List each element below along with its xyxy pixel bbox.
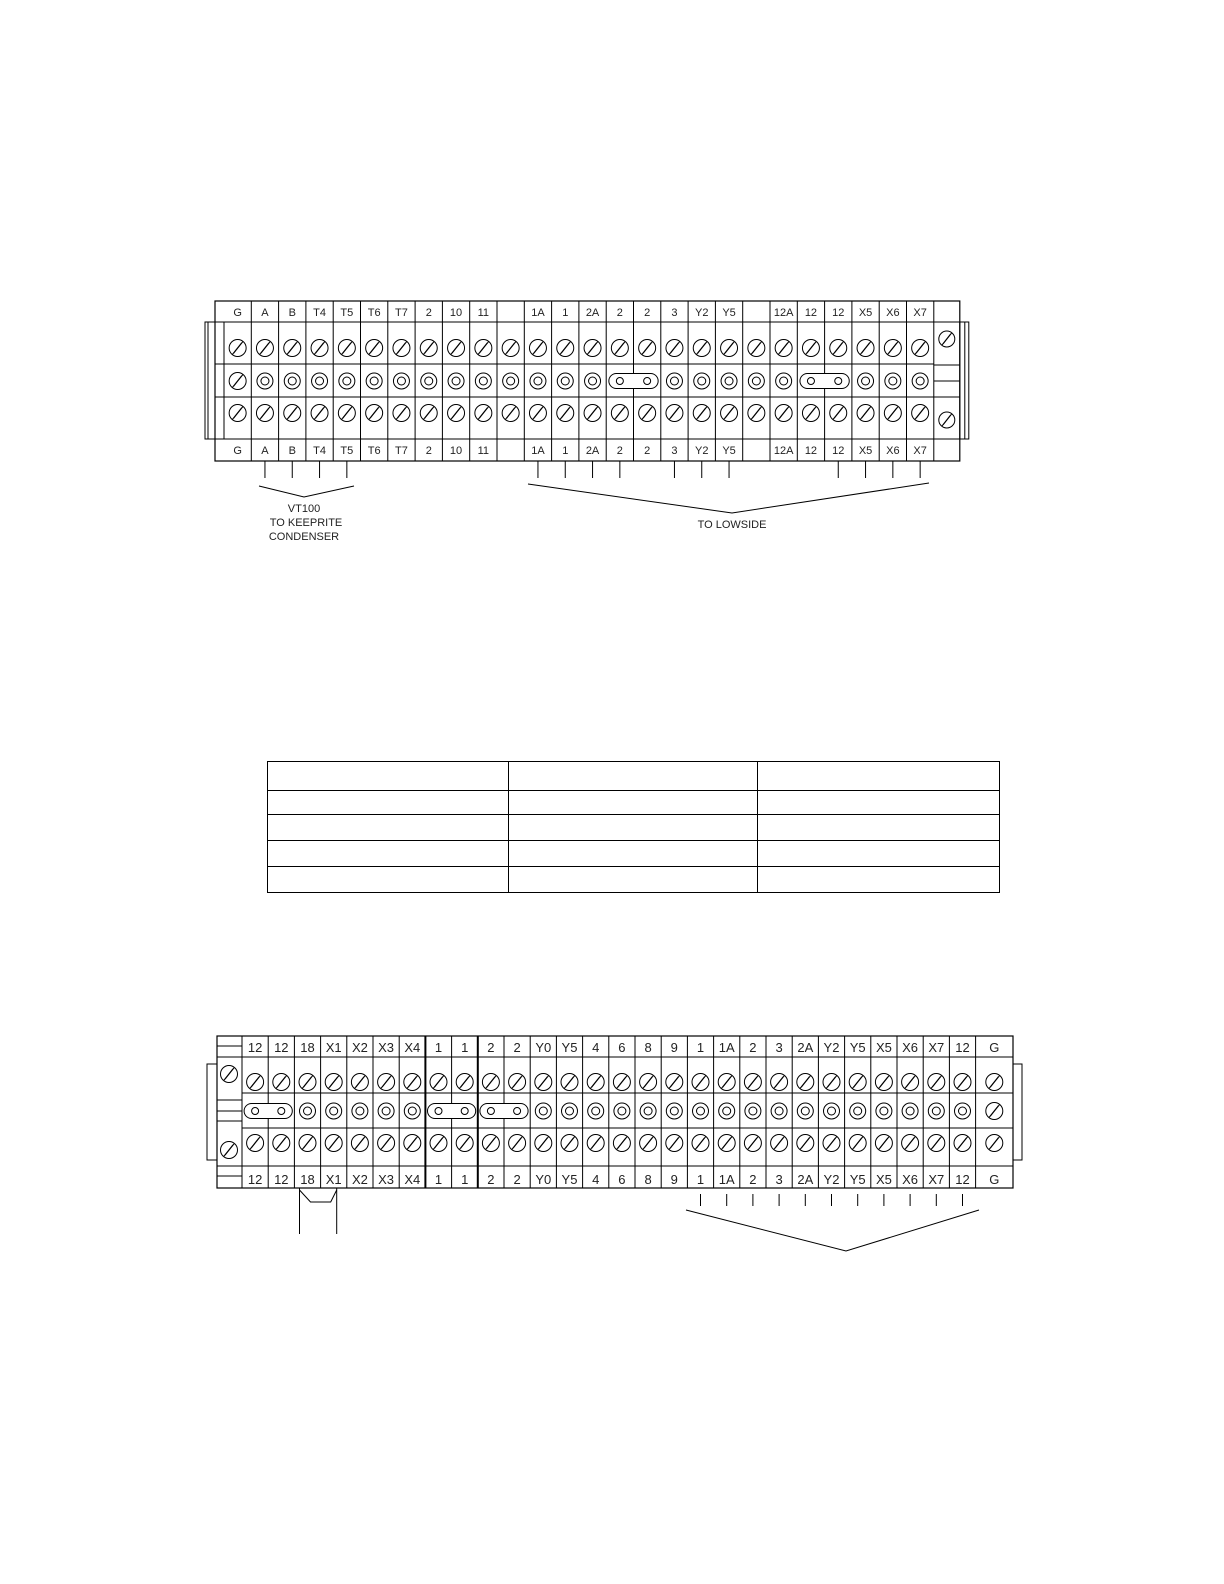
socket-inner: [592, 1107, 600, 1115]
socket-inner: [725, 377, 733, 385]
terminal-label-bottom: Y2: [695, 445, 709, 457]
jumper-pin: [461, 1108, 468, 1115]
terminal-label-top: 12: [274, 1040, 289, 1055]
terminal-label-bottom: X7: [913, 445, 927, 457]
terminal-label-bottom: 4: [592, 1172, 600, 1187]
socket-inner: [539, 1107, 547, 1115]
terminal-label-top: X1: [325, 1040, 342, 1055]
terminal-label-bottom: X2: [351, 1172, 368, 1187]
terminal-label-top: Y0: [535, 1040, 552, 1055]
socket-inner: [723, 1107, 731, 1115]
terminal-label-top: 2A: [585, 307, 600, 319]
terminal-label-bottom: 1: [434, 1172, 443, 1187]
socket-inner: [828, 1107, 836, 1115]
note-vt100: VT100: [287, 503, 321, 515]
socket-inner: [534, 377, 542, 385]
socket-inner: [862, 377, 870, 385]
terminal-label-bottom: 2A: [797, 1172, 814, 1187]
terminal-label-bottom: X6: [886, 445, 900, 457]
terminal-label-bottom: 1A: [531, 445, 545, 457]
socket-inner: [370, 377, 378, 385]
terminal-label-top: B: [288, 307, 296, 319]
terminal-label-top: X5: [858, 307, 873, 319]
terminal-label-top: X6: [886, 307, 900, 319]
socket-inner: [330, 1107, 338, 1115]
socket-inner: [343, 377, 351, 385]
terminal-label-top: X7: [913, 307, 927, 319]
terminal-label-bottom: 3: [671, 445, 678, 457]
terminal-label-top: 12: [955, 1040, 970, 1055]
socket-inner: [507, 377, 515, 385]
terminal-label-bottom: T6: [367, 445, 381, 457]
socket-inner: [452, 377, 460, 385]
socket-inner: [752, 377, 760, 385]
terminal-label-bottom: 12: [832, 445, 845, 457]
terminal-label-top: 6: [618, 1040, 626, 1055]
terminal-label-bottom: X5: [858, 445, 873, 457]
terminal-label-top: 2: [425, 307, 432, 319]
table-row: [268, 841, 1000, 867]
table-row: [268, 791, 1000, 815]
group-bracket: [259, 486, 354, 497]
terminal-label-top: 2: [487, 1040, 495, 1055]
socket-inner: [618, 1107, 626, 1115]
upper-strip-wiring-notes: [269, 503, 767, 543]
socket-inner: [288, 377, 296, 385]
terminal-label-bottom: 3: [775, 1172, 783, 1187]
socket-inner: [916, 377, 924, 385]
socket-inner: [801, 1107, 809, 1115]
terminal-label-bottom: 12A: [773, 445, 794, 457]
terminal-label-top: 2: [513, 1040, 521, 1055]
terminal-label-bottom: 12: [955, 1172, 970, 1187]
socket-inner: [561, 377, 569, 385]
socket-inner: [316, 377, 324, 385]
terminal-label-top: 1: [461, 1040, 469, 1055]
terminal-label-top: 12A: [773, 307, 794, 319]
terminal-label-bottom: 18: [300, 1172, 315, 1187]
terminal-label-top: 1: [562, 307, 569, 319]
terminal-label-top: 2: [644, 307, 651, 319]
blank-table: [267, 761, 1000, 893]
terminal-label-bottom: X7: [928, 1172, 945, 1187]
jumper-pin: [616, 378, 623, 385]
terminal-label-bottom: X4: [404, 1172, 421, 1187]
socket-inner: [304, 1107, 312, 1115]
terminal-label-bottom: X3: [378, 1172, 395, 1187]
terminal-label-bottom: 1A: [718, 1172, 735, 1187]
socket-inner: [854, 1107, 862, 1115]
terminal-label-bottom: 1: [562, 445, 569, 457]
terminal-label-top: 1: [696, 1040, 705, 1055]
terminal-label-top: G: [233, 307, 242, 319]
terminal-label-bottom: G: [233, 445, 242, 457]
terminal-label-top: 1A: [718, 1040, 735, 1055]
terminal-label-bottom: T5: [340, 445, 354, 457]
terminal-label-top: 8: [644, 1040, 652, 1055]
terminal-label-top: Y2: [695, 307, 709, 319]
terminal-label-top: 3: [671, 307, 678, 319]
terminal-label-bottom: A: [261, 445, 269, 457]
terminal-label-top: X6: [902, 1040, 919, 1055]
terminal-label-bottom: 2: [749, 1172, 757, 1187]
socket-inner: [397, 377, 405, 385]
terminal-label-bottom: 9: [670, 1172, 678, 1187]
note-to-keeprite: TO KEEPRITE: [269, 517, 343, 529]
table-row: [268, 762, 1000, 791]
terminal-label-top: A: [261, 307, 269, 319]
jumper-pin: [644, 378, 651, 385]
note-condenser: CONDENSER: [268, 531, 340, 543]
terminal-label-bottom: 11: [477, 445, 490, 457]
terminal-label-top: X2: [351, 1040, 368, 1055]
socket-inner: [880, 1107, 888, 1115]
terminal-label-bottom: 1: [696, 1172, 705, 1187]
terminal-label-top: 12: [804, 307, 818, 319]
socket-inner: [425, 377, 433, 385]
jumper-pin: [278, 1108, 285, 1115]
socket-inner: [697, 1107, 705, 1115]
terminal-label-top: 2: [749, 1040, 757, 1055]
terminal-label-bottom: 10: [449, 445, 463, 457]
terminal-label-bottom: X5: [875, 1172, 892, 1187]
terminal-label-bottom: 12: [274, 1172, 289, 1187]
socket-inner: [889, 377, 897, 385]
terminal-label-bottom: X1: [325, 1172, 342, 1187]
terminal-label-bottom: Y5: [561, 1172, 578, 1187]
terminal-label-top: Y5: [561, 1040, 578, 1055]
jumper-pin: [514, 1108, 521, 1115]
terminal-label-top: 1: [434, 1040, 443, 1055]
terminal-label-bottom: T7: [395, 445, 408, 457]
terminal-label-bottom: B: [288, 445, 296, 457]
jumper-pin: [487, 1108, 494, 1115]
terminal-label-top: X7: [928, 1040, 945, 1055]
terminal-label-top: T7: [395, 307, 408, 319]
table-row: [268, 815, 1000, 841]
terminal-label-bottom: Y5: [849, 1172, 866, 1187]
socket-inner: [382, 1107, 390, 1115]
terminal-label-top: 2: [616, 307, 623, 319]
terminal-strip-lower: [207, 1036, 1022, 1251]
socket-inner: [775, 1107, 783, 1115]
socket-inner: [566, 1107, 574, 1115]
end-bracket: [205, 322, 215, 439]
terminal-label-top: T5: [340, 307, 354, 319]
socket-inner: [261, 377, 269, 385]
terminal-label-top: G: [989, 1040, 1000, 1055]
socket-inner: [479, 377, 487, 385]
socket-inner: [670, 377, 678, 385]
terminal-label-top: Y2: [823, 1040, 840, 1055]
terminal-label-top: 9: [670, 1040, 678, 1055]
terminal-label-bottom: 1: [461, 1172, 469, 1187]
socket-inner: [959, 1107, 967, 1115]
terminal-label-top: 1A: [531, 307, 545, 319]
note-to-lowside: TO LOWSIDE: [697, 519, 767, 531]
terminal-label-bottom: 6: [618, 1172, 626, 1187]
jumper-pin: [807, 378, 814, 385]
terminal-label-top: 10: [449, 307, 463, 319]
socket-inner: [780, 377, 788, 385]
terminal-label-bottom: 2: [616, 445, 623, 457]
terminal-label-top: 18: [300, 1040, 315, 1055]
terminal-label-top: T6: [367, 307, 381, 319]
terminal-label-top: 11: [477, 307, 490, 319]
socket-inner: [644, 1107, 652, 1115]
terminal-label-bottom: 12: [247, 1172, 263, 1187]
terminal-label-bottom: 2: [425, 445, 432, 457]
table-row: [268, 867, 1000, 893]
terminal-label-top: X3: [378, 1040, 395, 1055]
socket-inner: [698, 377, 706, 385]
terminal-label-bottom: 2: [644, 445, 651, 457]
terminal-label-bottom: X6: [902, 1172, 919, 1187]
terminal-strip-upper: [205, 301, 969, 513]
terminal-label-bottom: Y5: [722, 445, 736, 457]
terminal-label-bottom: G: [989, 1172, 1000, 1187]
terminal-label-bottom: 2: [513, 1172, 521, 1187]
terminal-label-bottom: Y2: [823, 1172, 840, 1187]
socket-inner: [356, 1107, 364, 1115]
socket-inner: [589, 377, 597, 385]
terminal-label-top: 12: [832, 307, 845, 319]
terminal-label-top: 2A: [797, 1040, 814, 1055]
terminal-label-top: Y5: [849, 1040, 866, 1055]
terminal-label-top: 3: [775, 1040, 783, 1055]
jumper-pin: [435, 1108, 442, 1115]
terminal-label-top: X4: [404, 1040, 421, 1055]
socket-inner: [408, 1107, 416, 1115]
socket-inner: [932, 1107, 940, 1115]
jumper-pin: [835, 378, 842, 385]
socket-inner: [749, 1107, 757, 1115]
terminal-label-top: Y5: [722, 307, 736, 319]
terminal-label-top: X5: [875, 1040, 892, 1055]
terminal-label-bottom: T4: [313, 445, 326, 457]
group-bracket: [686, 1210, 979, 1251]
terminal-label-top: T4: [313, 307, 326, 319]
terminal-label-bottom: 8: [644, 1172, 652, 1187]
terminal-label-bottom: 12: [804, 445, 818, 457]
wire-lead: [300, 1190, 337, 1202]
terminal-label-bottom: 2A: [585, 445, 600, 457]
terminal-label-bottom: Y0: [535, 1172, 552, 1187]
end-bracket: [1013, 1064, 1022, 1160]
end-bracket: [207, 1064, 217, 1160]
terminal-label-top: 12: [247, 1040, 263, 1055]
socket-inner: [670, 1107, 678, 1115]
terminal-label-bottom: 2: [487, 1172, 495, 1187]
socket-inner: [906, 1107, 914, 1115]
terminal-label-top: 4: [592, 1040, 600, 1055]
jumper-pin: [252, 1108, 259, 1115]
group-bracket: [528, 483, 929, 513]
